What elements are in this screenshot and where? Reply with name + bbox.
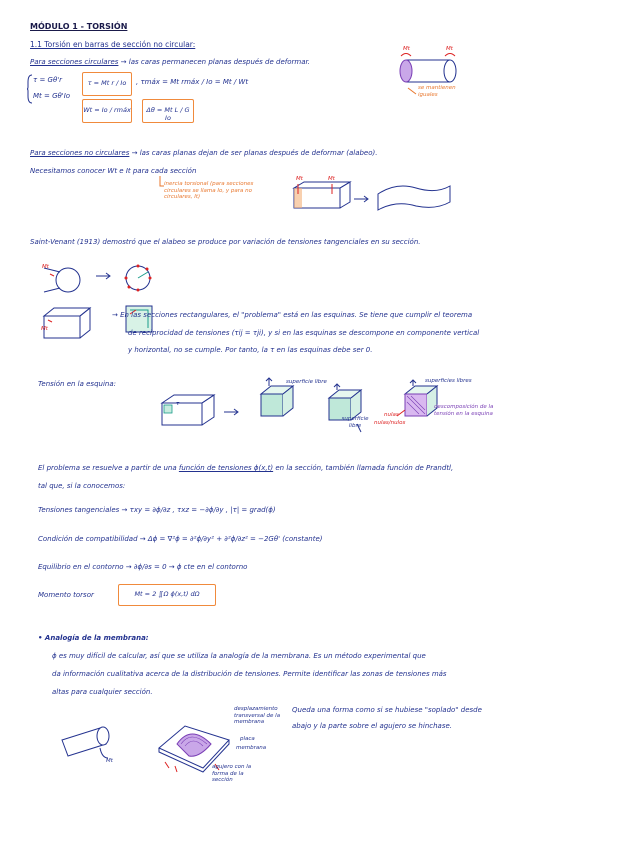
box-wt [82, 99, 132, 123]
membrane-disp: desplazamiento transversal de la membrana [234, 706, 281, 725]
sf-eq4-label: Momento torsor [38, 591, 94, 599]
arrow-right-2 [96, 273, 112, 279]
box-dtheta [142, 99, 194, 123]
membrane-membrane: membrana [236, 745, 267, 751]
arrow-right-1 [354, 196, 370, 202]
eq-mt: Mt = Gθ'Io [33, 92, 71, 100]
sf-eq2-text: → Δϕ = ∇²ϕ = ∂²ϕ/∂y² + ∂²ϕ/∂z² = −2Gθ' (constante) [139, 535, 323, 543]
circular-intro-rest: → las caras permanecen planas después de deformar. [120, 58, 310, 66]
tau-max: , τmáx = Mt rmáx / Io = Mt / Wt [136, 78, 249, 86]
membrane-hole: agujero con la forma de la sección [212, 764, 252, 783]
module-title: MÓDULO 1 - TORSIÓN [30, 22, 128, 31]
corner-tau: τ [176, 401, 180, 407]
surf-free-2: superficie libre [341, 416, 369, 429]
sf-eq2-label: Condición de compatibilidad [38, 535, 138, 543]
sf-eq1-label: Tensiones tangenciales [38, 506, 120, 514]
arrow-right-3 [224, 409, 240, 415]
membrane-para1: ϕ es muy difícil de calcular, así que se utiliza la analogía de la membrana. Es un método experimental que [52, 652, 426, 660]
sf-eq3 [38, 563, 247, 572]
circular-intro-label: Para secciones circulares [30, 58, 119, 66]
box-dtheta-text: Δθ = Mt L / G Io [146, 106, 190, 122]
sv-circle-stress [118, 258, 158, 298]
noncircular-intro-label: Para secciones no circulares [30, 149, 130, 157]
sv-mt-a: Mt [42, 264, 49, 270]
decomp-label: descomposición de la tensión en la esquina [434, 404, 494, 417]
circular-note: se mantienen iguales [418, 85, 456, 98]
eq-tau: τ = Gθ'r [33, 76, 63, 84]
sv-para-line2: de reciprocidad de tensiones (τij = τji), y si en las esquinas se descompone en componente vertical [128, 329, 480, 337]
sf-function-underlined: función de tensiones ϕ(x,t) [178, 464, 274, 472]
need-line: Necesitamos conocer Wt e It para cada sección [30, 167, 197, 175]
nulls-label: nulas/nulos [374, 420, 406, 426]
section-title-text: 1.1 Torsión en barras de sección no circular: [30, 40, 196, 49]
inertia-note: inercia torsional (para secciones circulares se llama Io, y para no circulares, It) [164, 181, 254, 200]
sf-line2: tal que, si la conocemos: [38, 482, 126, 490]
null-label: nulas [384, 412, 399, 418]
warped-bar-figure [376, 180, 456, 220]
membrane-plate: placa [240, 736, 255, 742]
sf-eq4-text: Mt = 2 ∬Ω ϕ(x,t) dΩ [134, 590, 200, 598]
membrane-side2: abajo y la parte sobre el agujero se hinchase. [292, 722, 453, 730]
box-wt-text: Wt = Io / rmáx [83, 106, 131, 114]
saint-venant-line: Saint-Venant (1913) demostró que el alabeo se produce por variación de tensiones tangenciales en su sección. [30, 238, 421, 246]
sf-eq3-label: Equilibrio en el contorno [38, 563, 124, 571]
circular-intro [30, 58, 310, 67]
box-tau-text: τ = Mt r / Io [87, 79, 127, 87]
membrane-para2: da información cualitativa acerca de la distribución de tensiones. Permite identificar las zonas de tensiones más [52, 670, 447, 678]
sv-mt-b: Mt [41, 326, 48, 332]
sf-eq1-text: → τxy = ∂ϕ/∂z , τxz = −∂ϕ/∂y , |τ| = grad(ϕ) [121, 506, 276, 514]
corner-bar-figure [160, 393, 220, 433]
sv-para-line3: y horizontal, no se cumple. Por tanto, la τ en las esquinas debe ser 0. [128, 346, 373, 354]
sv-para-line1: → En las secciones rectangulares, el "problema" está en las esquinas. Se tiene que cumplir el teorema [112, 311, 473, 319]
rect-mt-2: Mt [328, 176, 335, 182]
sf-line1: El problema se resuelve a partir de una función de tensiones ϕ(x,t) en la sección, también llamada función de Prandtl, [38, 464, 454, 472]
noncircular-intro [30, 149, 377, 158]
membrane-side1: Queda una forma como si se hubiese "soplado" desde [292, 706, 482, 714]
membrane-title-text: Analogía de la membrana: [44, 634, 149, 642]
sf-eq1 [38, 506, 276, 515]
membrane-shaft-figure [60, 718, 130, 768]
noncircular-intro-rest: → las caras planas dejan de ser planas después de deformar (alabeo). [131, 149, 378, 157]
box-tau [82, 72, 132, 96]
corner-cube-1 [255, 378, 305, 428]
rect-mt-1: Mt [296, 176, 303, 182]
sv-rect-figure [40, 306, 100, 346]
membrane-para3: altas para cualquier sección. [52, 688, 153, 696]
surf-free-3: superficies libres [425, 378, 472, 384]
section-title [30, 40, 195, 49]
membrane-title: • Analogía de la membrana: [38, 634, 149, 642]
sf-eq2 [38, 535, 323, 544]
surf-free-1: superficie libre [286, 379, 327, 385]
circular-mt-right: Mt [446, 46, 453, 52]
corner-label: Tensión en la esquina: [38, 380, 116, 388]
sf-eq3-text: → ∂ϕ/∂s = 0 → ϕ cte en el contorno [125, 563, 248, 571]
sf-eq4-box [118, 584, 216, 606]
circular-mt-left: Mt [403, 46, 410, 52]
membrane-mt: Mt [106, 758, 113, 764]
